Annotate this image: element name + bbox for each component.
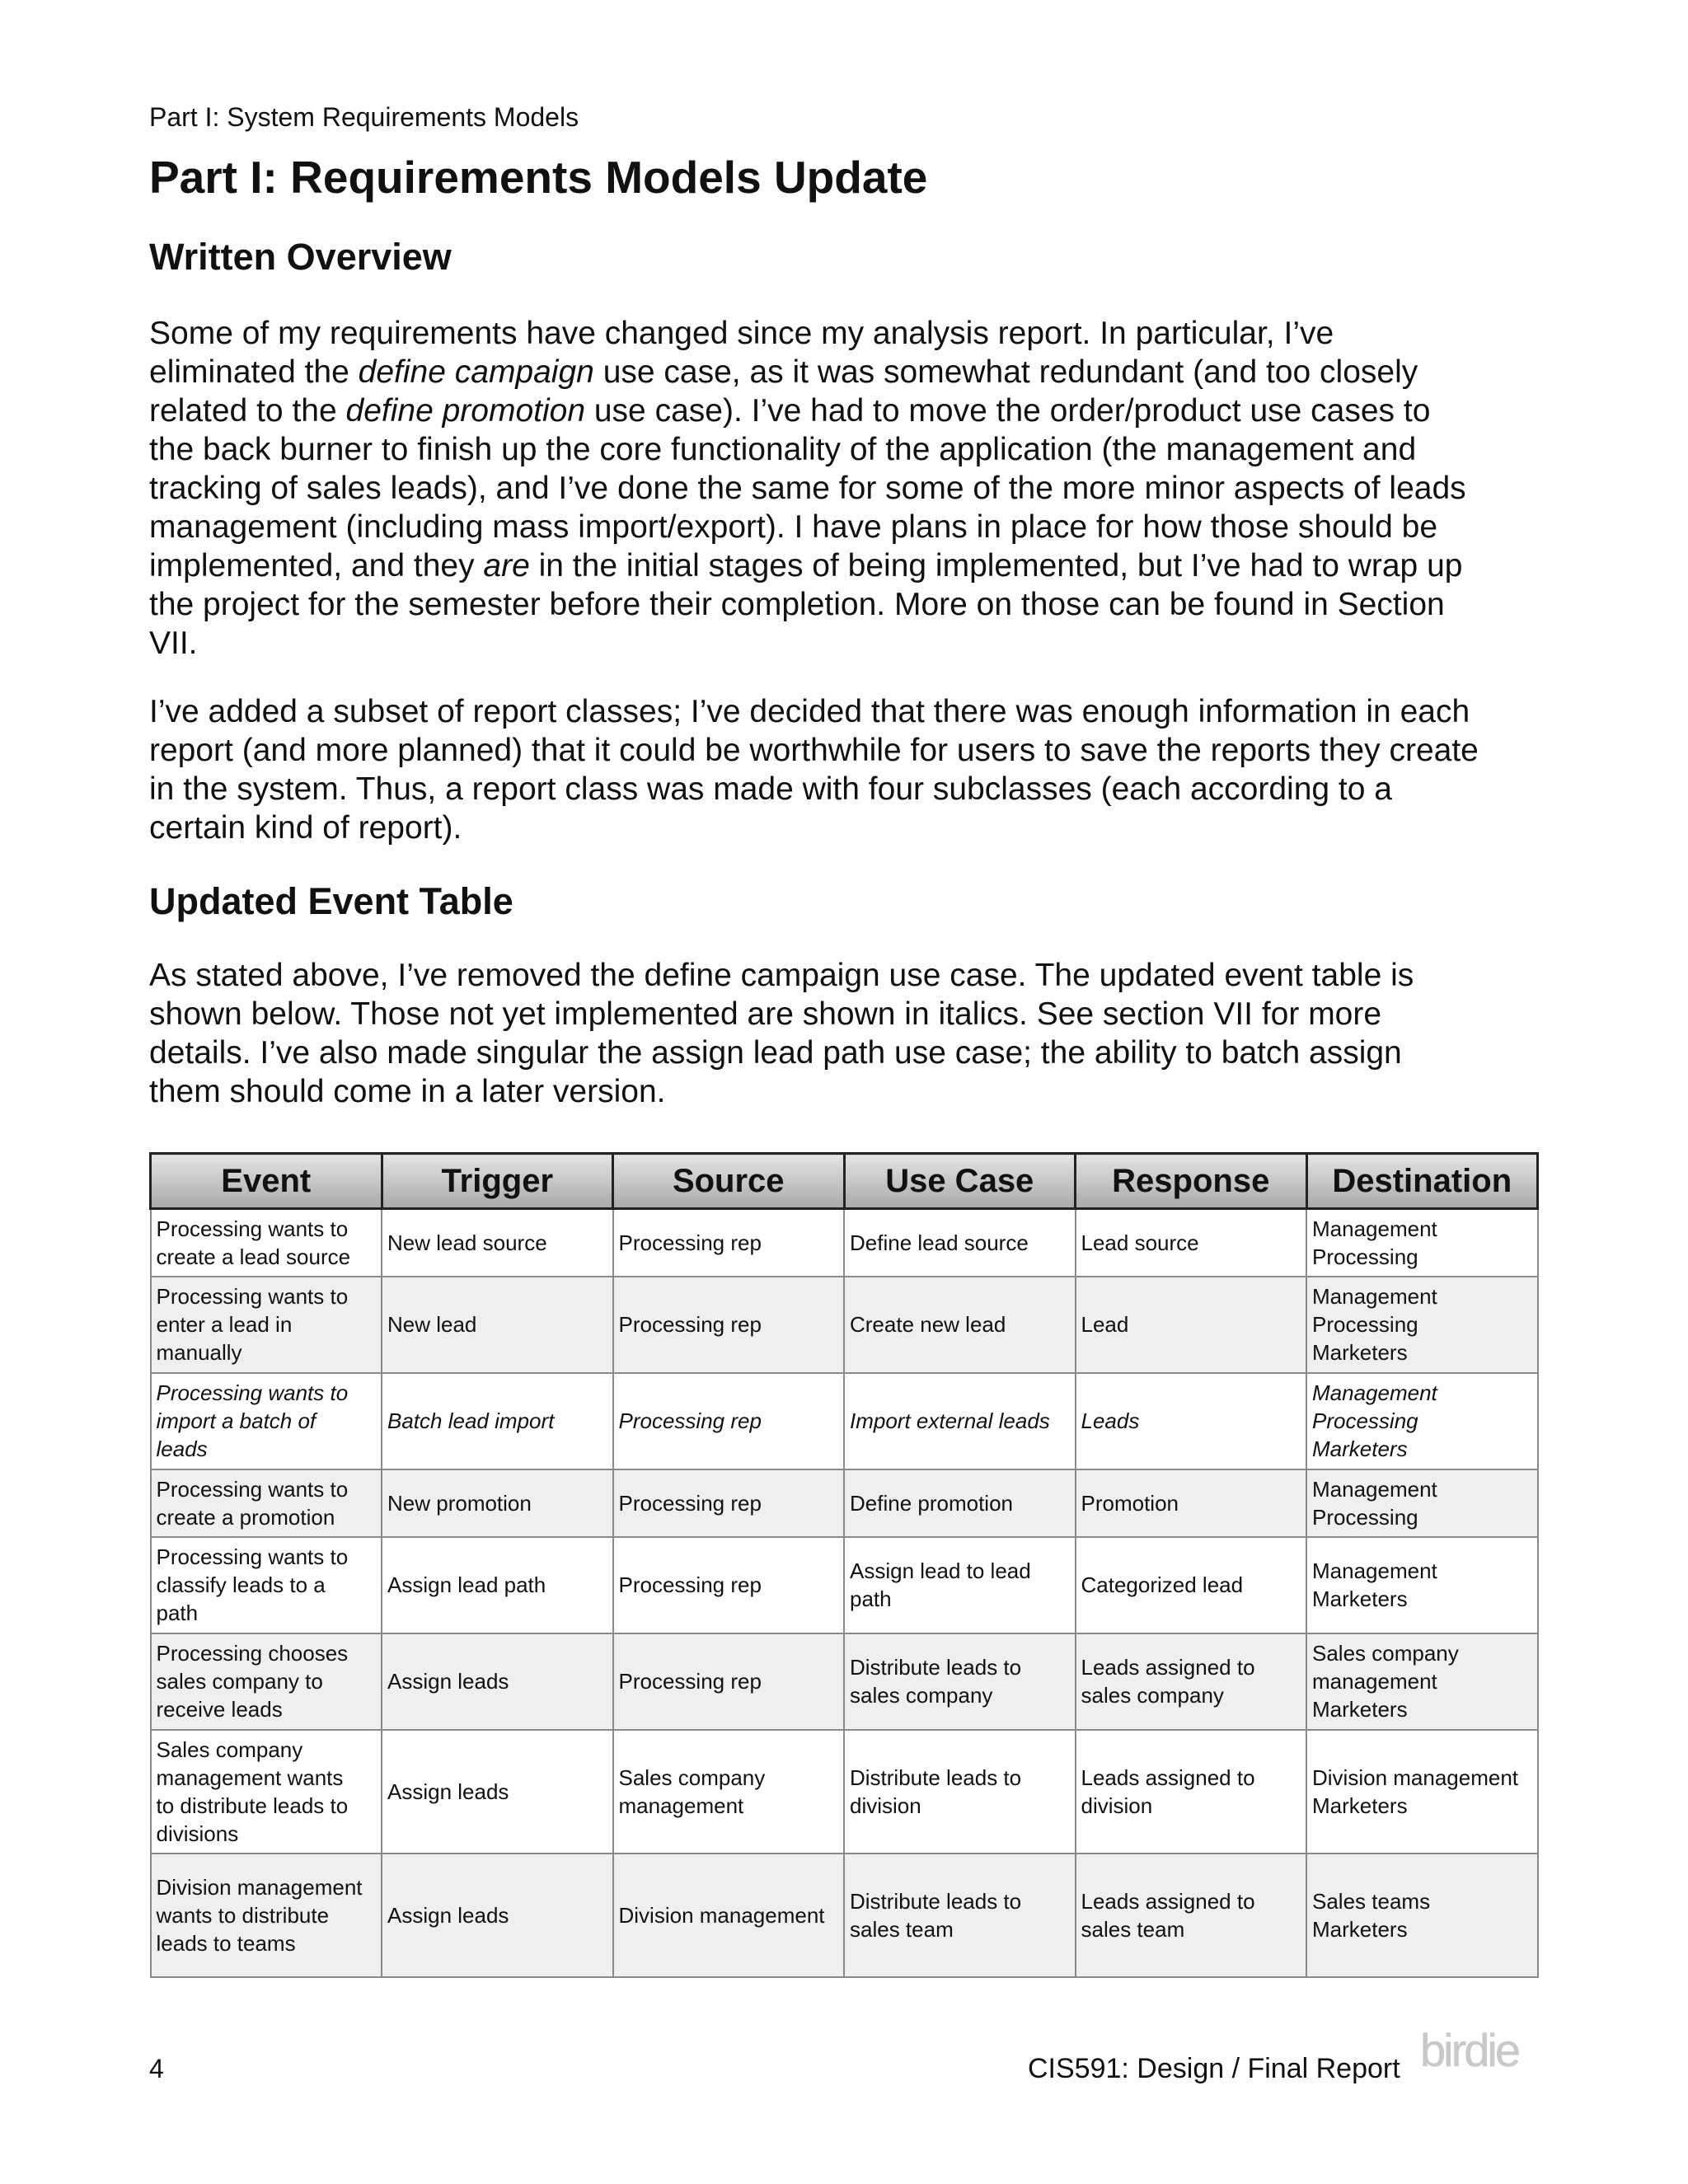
section-heading-written-overview: Written Overview <box>149 236 452 278</box>
cell-line: management wants <box>156 1765 344 1790</box>
text-line: tracking of sales leads), and I’ve done the same for some of the more minor aspects of leads <box>149 471 1466 506</box>
cell-line: manually <box>156 1340 242 1365</box>
table-cell <box>382 1209 613 1277</box>
table-cell <box>1306 1373 1538 1469</box>
cell-line: Processing wants to <box>156 1380 349 1405</box>
table-cell <box>1306 1209 1538 1277</box>
cell-line: Division management <box>618 1902 825 1928</box>
page-number: 4 <box>149 2054 164 2083</box>
cell-line: New promotion <box>387 1490 532 1516</box>
cell-line: Division management <box>1312 1765 1519 1790</box>
table-cell <box>1306 1633 1538 1730</box>
table-cell <box>844 1469 1076 1537</box>
text-line: the back burner to finish up the core functionality of the application (the management and <box>149 432 1417 467</box>
cell-line: Sales company <box>618 1765 766 1790</box>
cell-line: Processing <box>1312 1504 1418 1530</box>
table-row <box>151 1277 1538 1373</box>
table-cell <box>1076 1633 1307 1730</box>
table-cell <box>613 1537 845 1633</box>
cell-line: import a batch of <box>156 1408 316 1433</box>
table-row <box>151 1854 1538 1977</box>
cell-line: sales company <box>1081 1683 1224 1708</box>
table-cell <box>1306 1537 1538 1633</box>
text-line: related to the define promotion use case). I’ve had to move the order/product use cases to <box>149 393 1431 429</box>
cell-line: Marketers <box>1312 1793 1408 1818</box>
cell-line: management <box>618 1793 744 1818</box>
table-row <box>151 1633 1538 1730</box>
table-cell <box>382 1854 613 1977</box>
table-cell <box>382 1373 613 1469</box>
cell-line: sales company <box>850 1683 993 1708</box>
cell-line: Sales company <box>156 1736 303 1762</box>
table-cell <box>613 1469 845 1537</box>
table-row <box>151 1469 1538 1537</box>
text-line: management (including mass import/export). I have plans in place for how those should be <box>149 509 1438 545</box>
text-line: the project for the semester before their completion. More on those can be found in Section <box>149 587 1445 622</box>
table-cell <box>844 1537 1076 1633</box>
cell-line: Management <box>1312 1380 1437 1405</box>
cell-line: sales team <box>850 1916 954 1942</box>
text-line: I’ve added a subset of report classes; I’ve decided that there was enough information in each <box>149 694 1470 729</box>
table-row <box>151 1209 1538 1277</box>
cell-line: Marketers <box>1312 1586 1408 1611</box>
table-cell <box>151 1633 382 1730</box>
table-cell <box>613 1277 845 1373</box>
cell-line: sales team <box>1081 1916 1185 1942</box>
logo-text: birdie <box>1420 2024 1518 2076</box>
table-cell <box>1306 1469 1538 1537</box>
cell-line: Processing rep <box>618 1669 762 1694</box>
overview-paragraph-1 <box>149 314 1539 663</box>
column-header: Source <box>613 1154 845 1209</box>
text-line: eliminated the define campaign use case, as it was somewhat redundant (and too closely <box>149 354 1418 390</box>
table-cell <box>151 1277 382 1373</box>
text-line: implemented, and they are in the initial stages of being implemented, but I’ve had to wrap up <box>149 548 1463 583</box>
cell-line: Processing rep <box>618 1230 762 1255</box>
table-cell <box>151 1854 382 1977</box>
cell-line: path <box>156 1601 199 1625</box>
cell-line: Distribute leads to <box>850 1765 1022 1790</box>
cell-line: Sales teams <box>1312 1888 1431 1914</box>
cell-line: Processing wants to <box>156 1544 349 1569</box>
table-cell <box>151 1209 382 1277</box>
table-cell <box>382 1633 613 1730</box>
table-cell <box>1306 1277 1538 1373</box>
page-title: Part I: Requirements Models Update <box>149 152 928 203</box>
cell-line: Marketers <box>1312 1436 1408 1461</box>
cell-line: Processing <box>1312 1244 1418 1269</box>
cell-line: Processing wants to <box>156 1216 349 1241</box>
table-row <box>151 1373 1538 1469</box>
text-line: them should come in a later version. <box>149 1074 666 1109</box>
column-header: Destination <box>1306 1154 1538 1209</box>
cell-line: Processing <box>1312 1312 1418 1337</box>
italic-term: define campaign <box>358 354 594 390</box>
cell-line: Assign leads <box>387 1779 509 1804</box>
table-cell <box>1306 1854 1538 1977</box>
table-row <box>151 1537 1538 1633</box>
section-heading-updated-event-table: Updated Event Table <box>149 880 513 922</box>
cell-line: Define lead source <box>850 1230 1029 1255</box>
cell-line: Lead source <box>1081 1230 1199 1255</box>
table-cell <box>151 1537 382 1633</box>
table-cell <box>844 1633 1076 1730</box>
table-cell <box>613 1854 845 1977</box>
cell-line: path <box>850 1586 892 1611</box>
table-cell <box>613 1209 845 1277</box>
text-line: details. I’ve also made singular the assign lead path use case; the ability to batch assign <box>149 1035 1402 1071</box>
cell-line: division <box>850 1793 921 1818</box>
column-header: Response <box>1076 1154 1307 1209</box>
column-header: Trigger <box>382 1154 613 1209</box>
column-header: Use Case <box>844 1154 1076 1209</box>
table-cell <box>613 1730 845 1854</box>
cell-line: Processing rep <box>618 1312 762 1337</box>
text-line: report (and more planned) that it could be worthwhile for users to save the reports they create <box>149 733 1479 768</box>
cell-line: to distribute leads to <box>156 1793 349 1818</box>
table-cell <box>844 1854 1076 1977</box>
cell-line: Leads assigned to <box>1081 1655 1255 1680</box>
event-table-intro-paragraph <box>149 956 1539 1111</box>
cell-line: wants to distribute <box>156 1902 330 1928</box>
cell-line: Processing <box>1312 1408 1418 1433</box>
table-cell <box>613 1373 845 1469</box>
table-cell <box>1306 1730 1538 1854</box>
text-line: Some of my requirements have changed since my analysis report. In particular, I’ve <box>149 316 1334 351</box>
cell-line: Division management <box>156 1874 363 1900</box>
cell-line: Management <box>1312 1476 1437 1502</box>
cell-line: leads <box>156 1436 208 1461</box>
cell-line: Processing chooses <box>156 1641 349 1666</box>
table-cell <box>844 1730 1076 1854</box>
table-cell <box>151 1373 382 1469</box>
table-cell <box>151 1469 382 1537</box>
cell-line: New lead source <box>387 1230 547 1255</box>
cell-line: leads to teams <box>156 1930 296 1956</box>
table-cell <box>1076 1209 1307 1277</box>
cell-line: Management <box>1312 1284 1437 1309</box>
table-cell <box>613 1633 845 1730</box>
cell-line: Sales company <box>1312 1641 1459 1666</box>
cell-line: Processing rep <box>618 1408 762 1433</box>
table-cell <box>1076 1277 1307 1373</box>
cell-line: enter a lead in <box>156 1312 293 1337</box>
cell-line: classify leads to a <box>156 1572 326 1597</box>
birdie-logo <box>1418 2015 1542 2081</box>
table-cell <box>844 1277 1076 1373</box>
text-line: As stated above, I’ve removed the define campaign use case. The updated event table is <box>149 958 1414 993</box>
table-cell <box>382 1537 613 1633</box>
table-cell <box>382 1469 613 1537</box>
cell-line: Processing wants to <box>156 1476 349 1502</box>
cell-line: divisions <box>156 1821 239 1846</box>
cell-line: Processing wants to <box>156 1284 349 1309</box>
table-header-row <box>151 1154 1538 1209</box>
overview-paragraph-2 <box>149 692 1539 847</box>
cell-line: create a lead source <box>156 1244 351 1269</box>
cell-line: Distribute leads to <box>850 1888 1022 1914</box>
cell-line: division <box>1081 1793 1153 1818</box>
table-cell <box>382 1277 613 1373</box>
text-line: certain kind of report). <box>149 810 462 846</box>
cell-line: Management <box>1312 1216 1437 1241</box>
cell-line: Create new lead <box>850 1312 1006 1337</box>
cell-line: Categorized lead <box>1081 1572 1244 1597</box>
text-line: in the system. Thus, a report class was made with four subclasses (each according to a <box>149 771 1392 807</box>
running-header: Part I: System Requirements Models <box>149 102 579 132</box>
cell-line: Assign leads <box>387 1669 509 1694</box>
table-cell <box>1076 1854 1307 1977</box>
cell-line: Assign lead path <box>387 1572 546 1597</box>
cell-line: Marketers <box>1312 1697 1408 1722</box>
table-row <box>151 1730 1538 1854</box>
column-header: Event <box>151 1154 382 1209</box>
table-cell <box>1076 1373 1307 1469</box>
cell-line: Processing rep <box>618 1490 762 1516</box>
cell-line: receive leads <box>156 1697 283 1722</box>
italic-term: define promotion <box>345 393 586 429</box>
event-table <box>149 1152 1539 1978</box>
cell-line: Processing rep <box>618 1572 762 1597</box>
cell-line: Leads <box>1081 1408 1140 1433</box>
cell-line: Promotion <box>1081 1490 1179 1516</box>
cell-line: Marketers <box>1312 1916 1408 1942</box>
table-cell <box>844 1209 1076 1277</box>
cell-line: Batch lead import <box>387 1408 555 1433</box>
cell-line: Lead <box>1081 1312 1129 1337</box>
cell-line: Assign lead to lead <box>850 1558 1031 1583</box>
footer-document-title: CIS591: Design / Final Report <box>1028 2053 1400 2084</box>
cell-line: Leads assigned to <box>1081 1888 1255 1914</box>
cell-line: Assign leads <box>387 1902 509 1928</box>
cell-line: Leads assigned to <box>1081 1765 1255 1790</box>
text-line: VII. <box>149 626 198 661</box>
table-cell <box>382 1730 613 1854</box>
italic-term: are <box>483 548 530 583</box>
cell-line: Marketers <box>1312 1340 1408 1365</box>
cell-line: Distribute leads to <box>850 1655 1022 1680</box>
cell-line: Define promotion <box>850 1490 1013 1516</box>
cell-line: create a promotion <box>156 1504 335 1530</box>
table-body <box>151 1209 1538 1977</box>
cell-line: New lead <box>387 1312 477 1337</box>
cell-line: Management <box>1312 1558 1437 1583</box>
cell-line: sales company to <box>156 1669 323 1694</box>
table-cell <box>1076 1537 1307 1633</box>
table-cell <box>151 1730 382 1854</box>
table-cell <box>1076 1730 1307 1854</box>
cell-line: management <box>1312 1669 1437 1694</box>
cell-line: Import external leads <box>850 1408 1050 1433</box>
table-cell <box>1076 1469 1307 1537</box>
text-line: shown below. Those not yet implemented are shown in italics. See section VII for more <box>149 996 1382 1032</box>
table-cell <box>844 1373 1076 1469</box>
